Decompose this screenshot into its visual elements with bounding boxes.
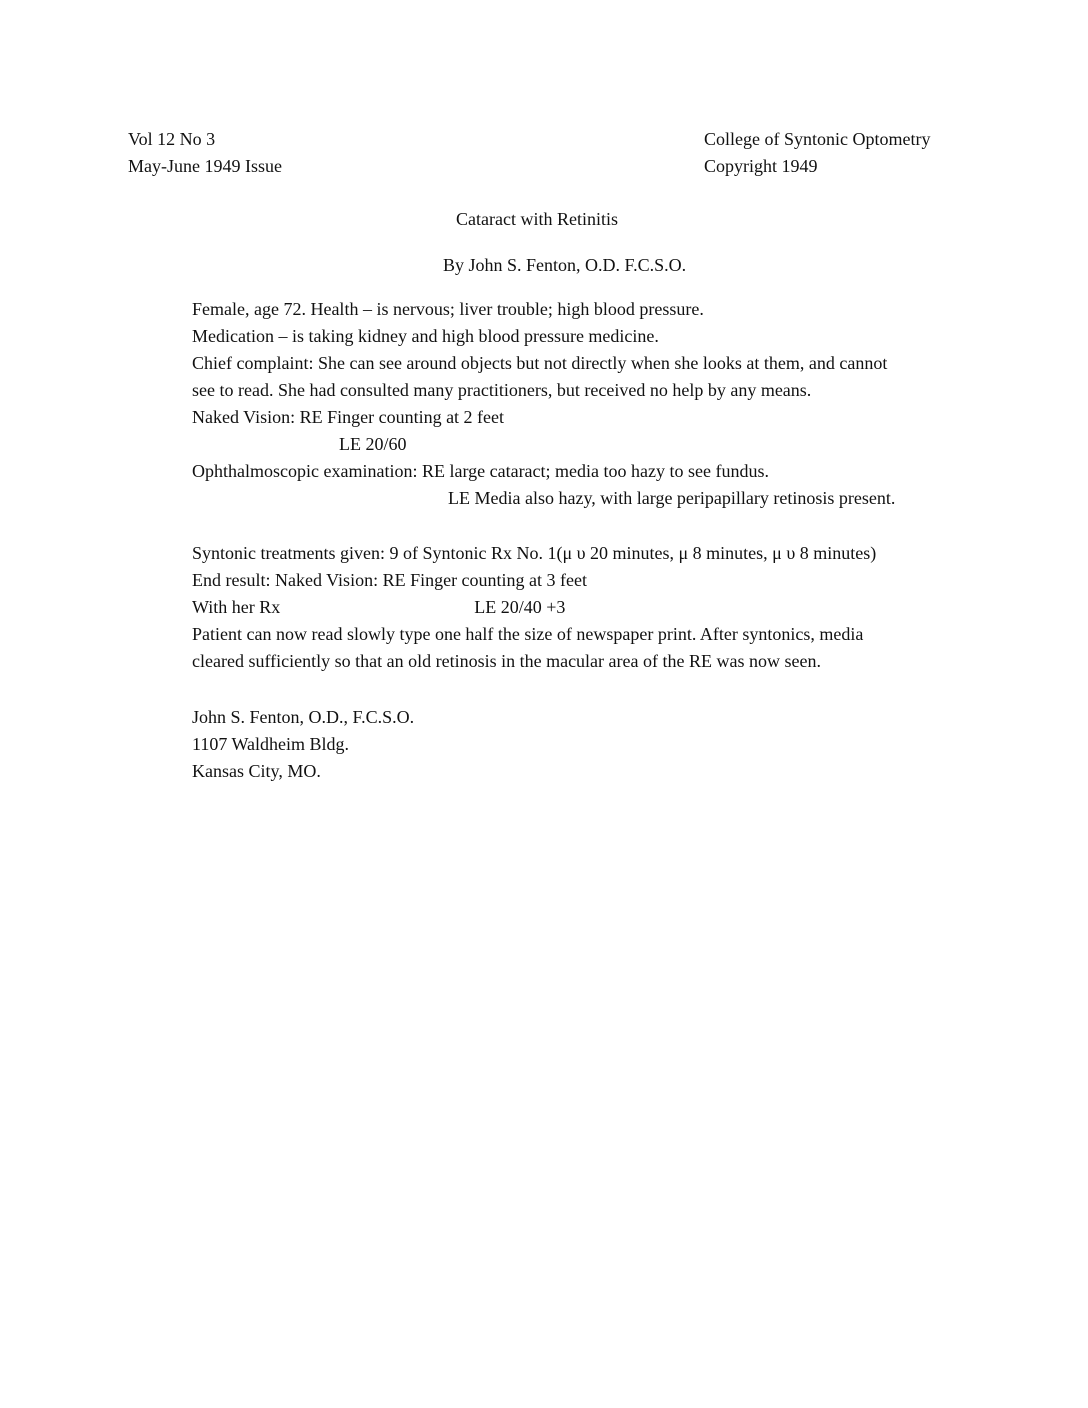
outcome-line-continued: cleared sufficiently so that an old retinosis in the macular area of the RE was now seen. <box>192 651 821 671</box>
copyright: Copyright 1949 <box>704 156 818 176</box>
article-byline: By John S. Fenton, O.D. F.C.S.O. <box>443 255 687 275</box>
with-rx-line <box>192 594 895 621</box>
patient-history-line: Female, age 72. Health – is nervous; liver trouble; high blood pressure. <box>192 299 704 319</box>
naked-vision-re: Naked Vision: RE Finger counting at 2 feet <box>192 407 505 427</box>
volume-number: Vol 12 No 3 <box>128 129 216 149</box>
signature-block <box>192 704 414 785</box>
article-title: Cataract with Retinitis <box>456 209 618 229</box>
issue-date: May-June 1949 Issue <box>128 156 282 176</box>
signature-name: John S. Fenton, O.D., F.C.S.O. <box>192 707 415 727</box>
case-report <box>192 296 895 675</box>
treatment-line: Syntonic treatments given: 9 of Syntonic Rx No. 1(μ υ 20 minutes, μ 8 minutes, μ υ 8 minutes) <box>192 543 877 563</box>
end-result-line: End result: Naked Vision: RE Finger counting at 3 feet <box>192 570 588 590</box>
chief-complaint-continued: see to read. She had consulted many practitioners, but received no help by any means. <box>192 380 812 400</box>
signature-address: 1107 Waldheim Bldg. <box>192 734 350 754</box>
signature-city: Kansas City, MO. <box>192 761 321 781</box>
publisher: College of Syntonic Optometry <box>704 129 931 149</box>
medication-line: Medication – is taking kidney and high blood pressure medicine. <box>192 326 659 346</box>
header-right <box>704 126 930 180</box>
header-left <box>128 126 282 180</box>
ophthalmoscopic-le: LE Media also hazy, with large peripapillary retinosis present. <box>448 488 896 508</box>
chief-complaint-line: Chief complaint: She can see around objects but not directly when she looks at them, and cannot <box>192 353 888 373</box>
ophthalmoscopic-re: Ophthalmoscopic examination: RE large cataract; media too hazy to see fundus. <box>192 461 769 481</box>
with-rx-label: With her Rx <box>192 597 281 617</box>
naked-vision-le: LE 20/60 <box>339 434 407 454</box>
with-rx-le: LE 20/40 +3 <box>474 597 566 617</box>
outcome-line: Patient can now read slowly type one half the size of newspaper print. After syntonics, media <box>192 624 864 644</box>
